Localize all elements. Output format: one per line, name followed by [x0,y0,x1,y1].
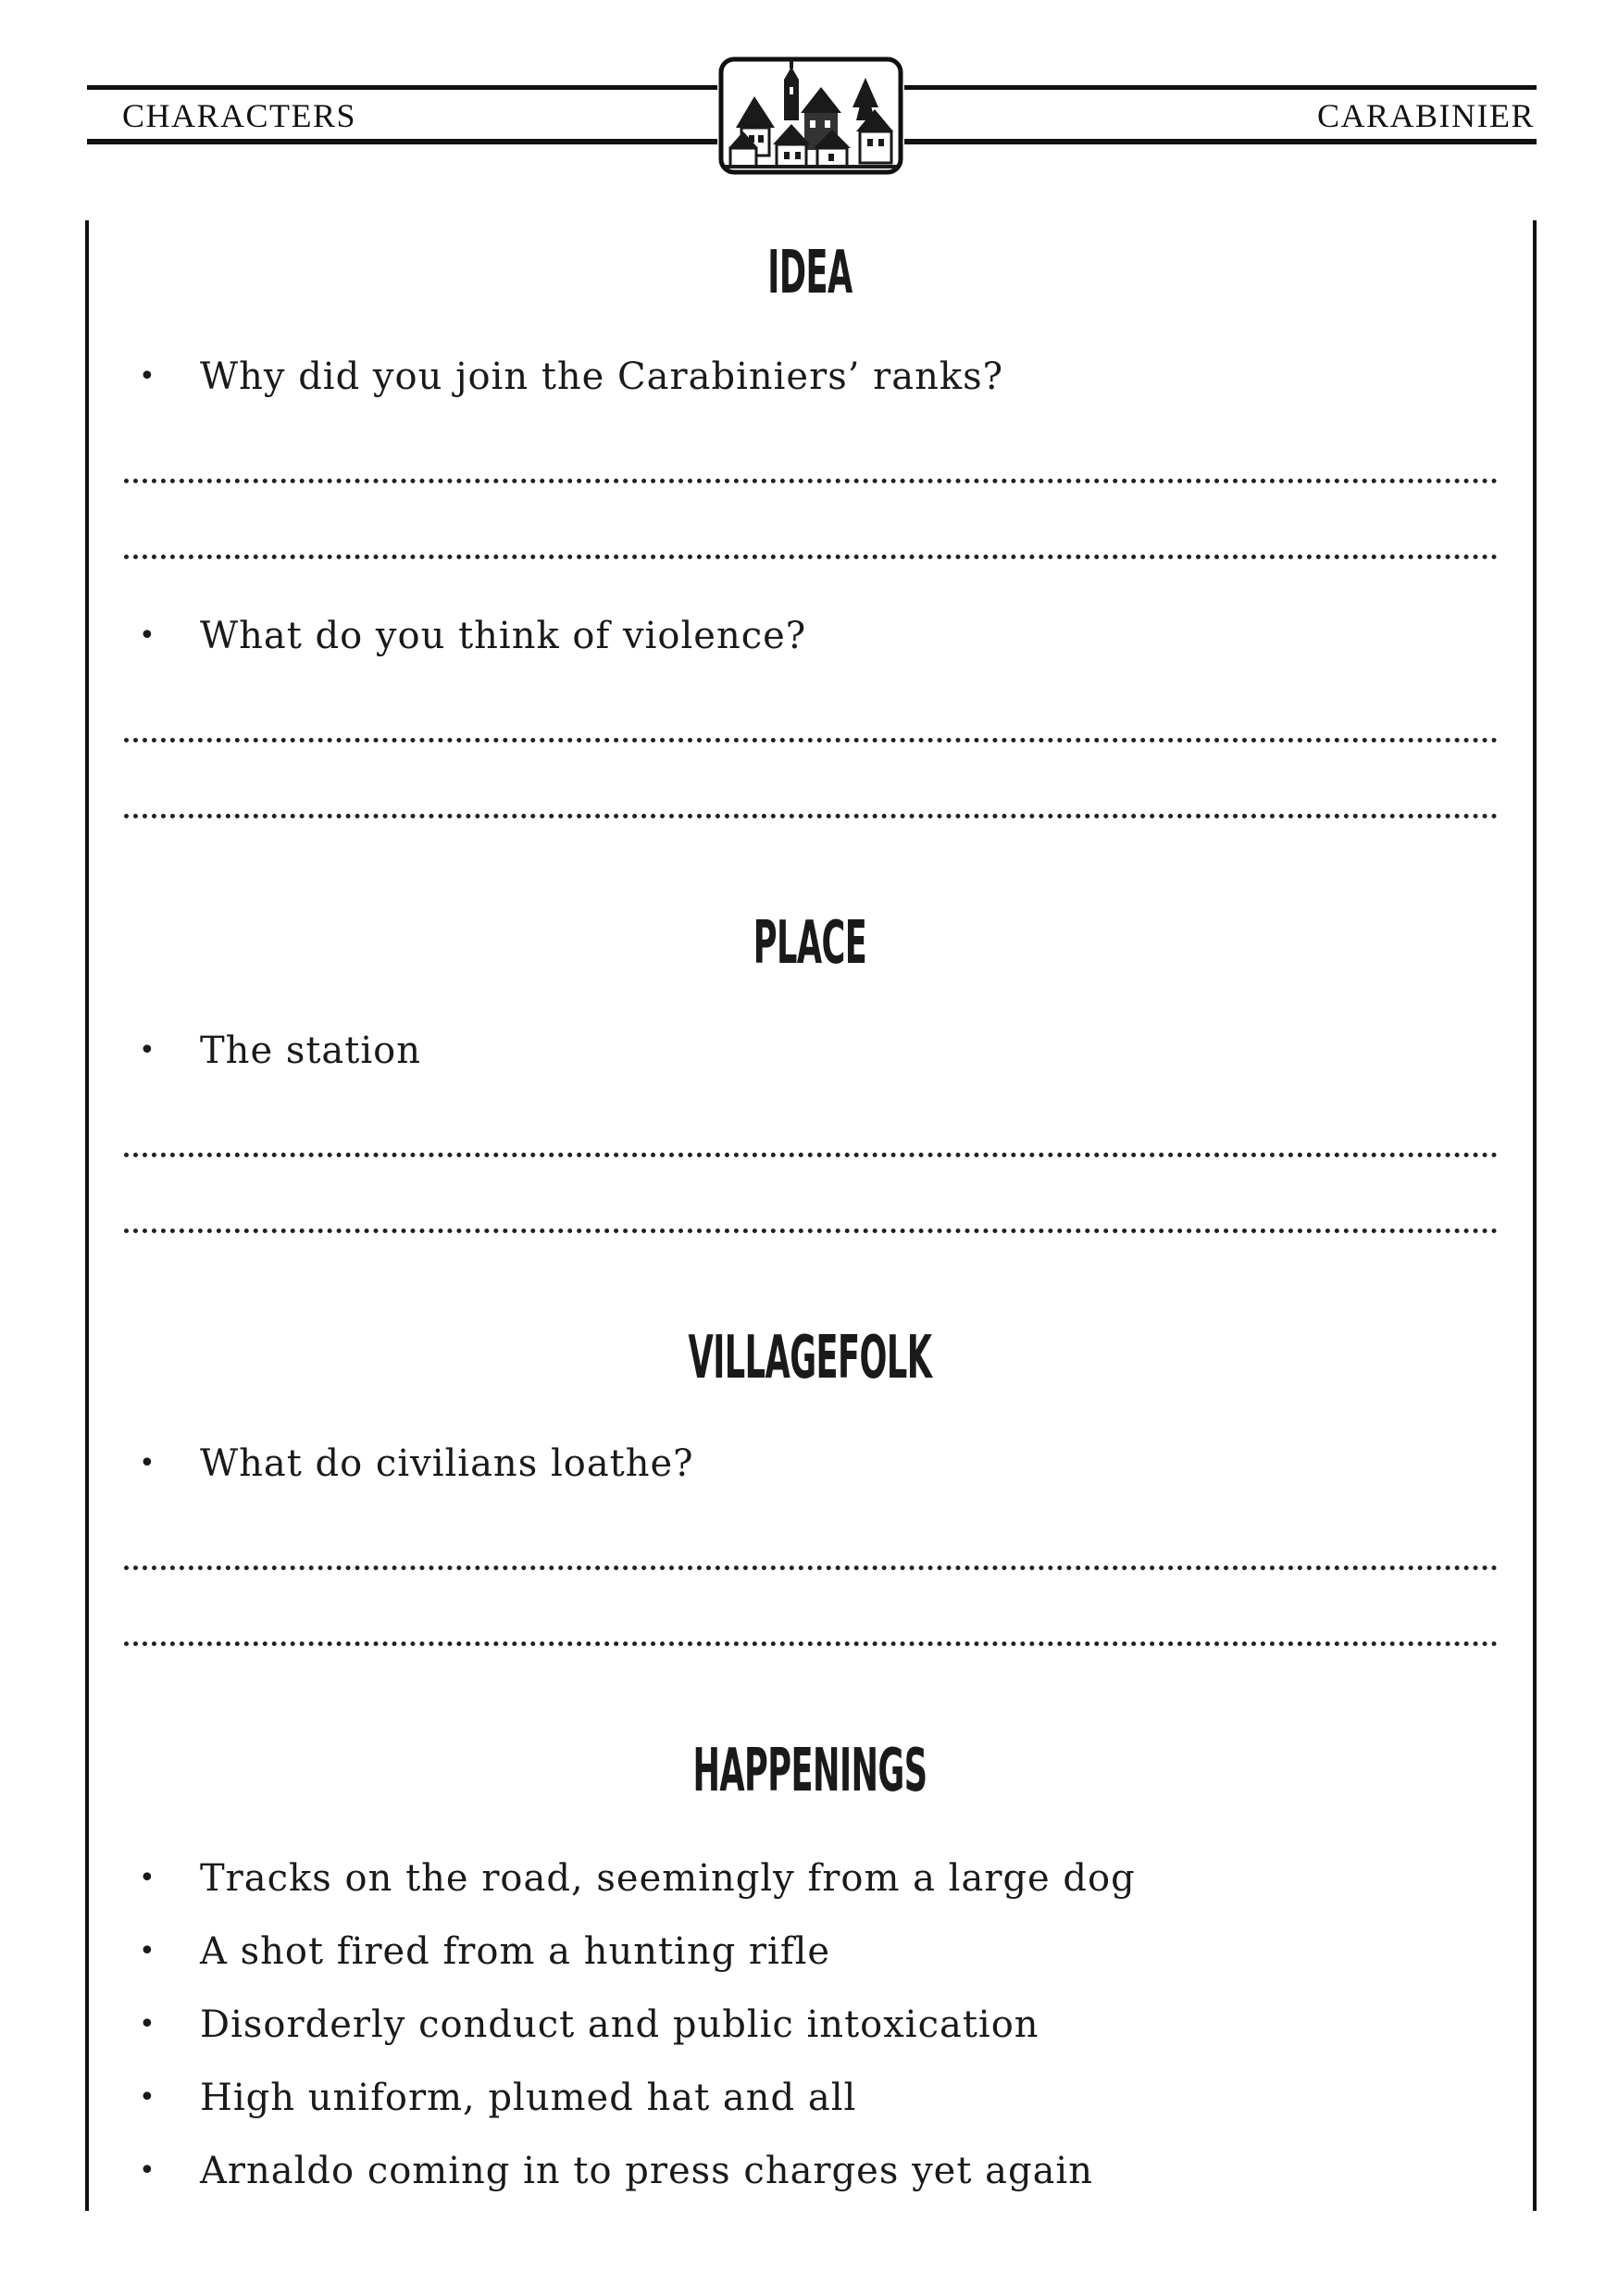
bullet-icon: • [139,1935,156,1967]
happening-text: Arnaldo coming in to press charges yet again [200,2150,1093,2192]
answer-line[interactable] [124,1641,1498,1646]
question-idea-2 [139,615,806,657]
bullet-icon: • [139,2008,156,2040]
question-text: Why did you join the Carabiniers’ ranks? [200,356,1004,398]
happening-item [139,1930,830,1973]
answer-line[interactable] [124,1229,1498,1233]
section-title-place: PLACE [753,909,867,978]
bullet-icon: • [139,1862,156,1894]
happening-text: Disorderly conduct and public intoxication [200,2003,1039,2046]
answer-line[interactable] [124,814,1498,818]
happening-text: High uniform, plumed hat and all [200,2077,857,2119]
question-idea-1 [139,356,1003,398]
happening-item [139,2150,1093,2192]
bullet-icon: • [139,619,156,652]
bullet-icon: • [139,1034,156,1067]
question-place-1 [139,1029,421,1072]
header-right-label: CARABINIER [1316,97,1535,134]
section-title-idea: IDEA [767,239,853,307]
answer-line[interactable] [124,1566,1498,1570]
village-icon [717,56,904,176]
question-text: The station [200,1029,421,1072]
happening-item [139,1857,1136,1900]
answer-line[interactable] [124,555,1498,559]
answer-line[interactable] [124,1153,1498,1157]
bullet-icon: • [139,360,156,393]
section-title-happenings: HAPPENINGS [692,1737,927,1805]
question-villagefolk-1 [139,1442,694,1485]
happening-item [139,2003,1039,2046]
header-left-label: CHARACTERS [122,97,357,134]
answer-line[interactable] [124,479,1498,483]
question-text: What do civilians loathe? [200,1442,694,1485]
answer-line[interactable] [124,738,1498,742]
section-title-villagefolk: VILLAGEFOLK [688,1324,932,1392]
happening-item [139,2077,856,2119]
bullet-icon: • [139,2081,156,2114]
question-text: What do you think of violence? [200,615,807,657]
bullet-icon: • [139,2154,156,2187]
happening-text: Tracks on the road, seemingly from a large dog [200,1857,1136,1900]
bullet-icon: • [139,1447,156,1479]
happening-text: A shot fired from a hunting rifle [200,1930,831,1973]
frame-left-rule [85,220,89,2211]
frame-right-rule [1533,220,1537,2211]
